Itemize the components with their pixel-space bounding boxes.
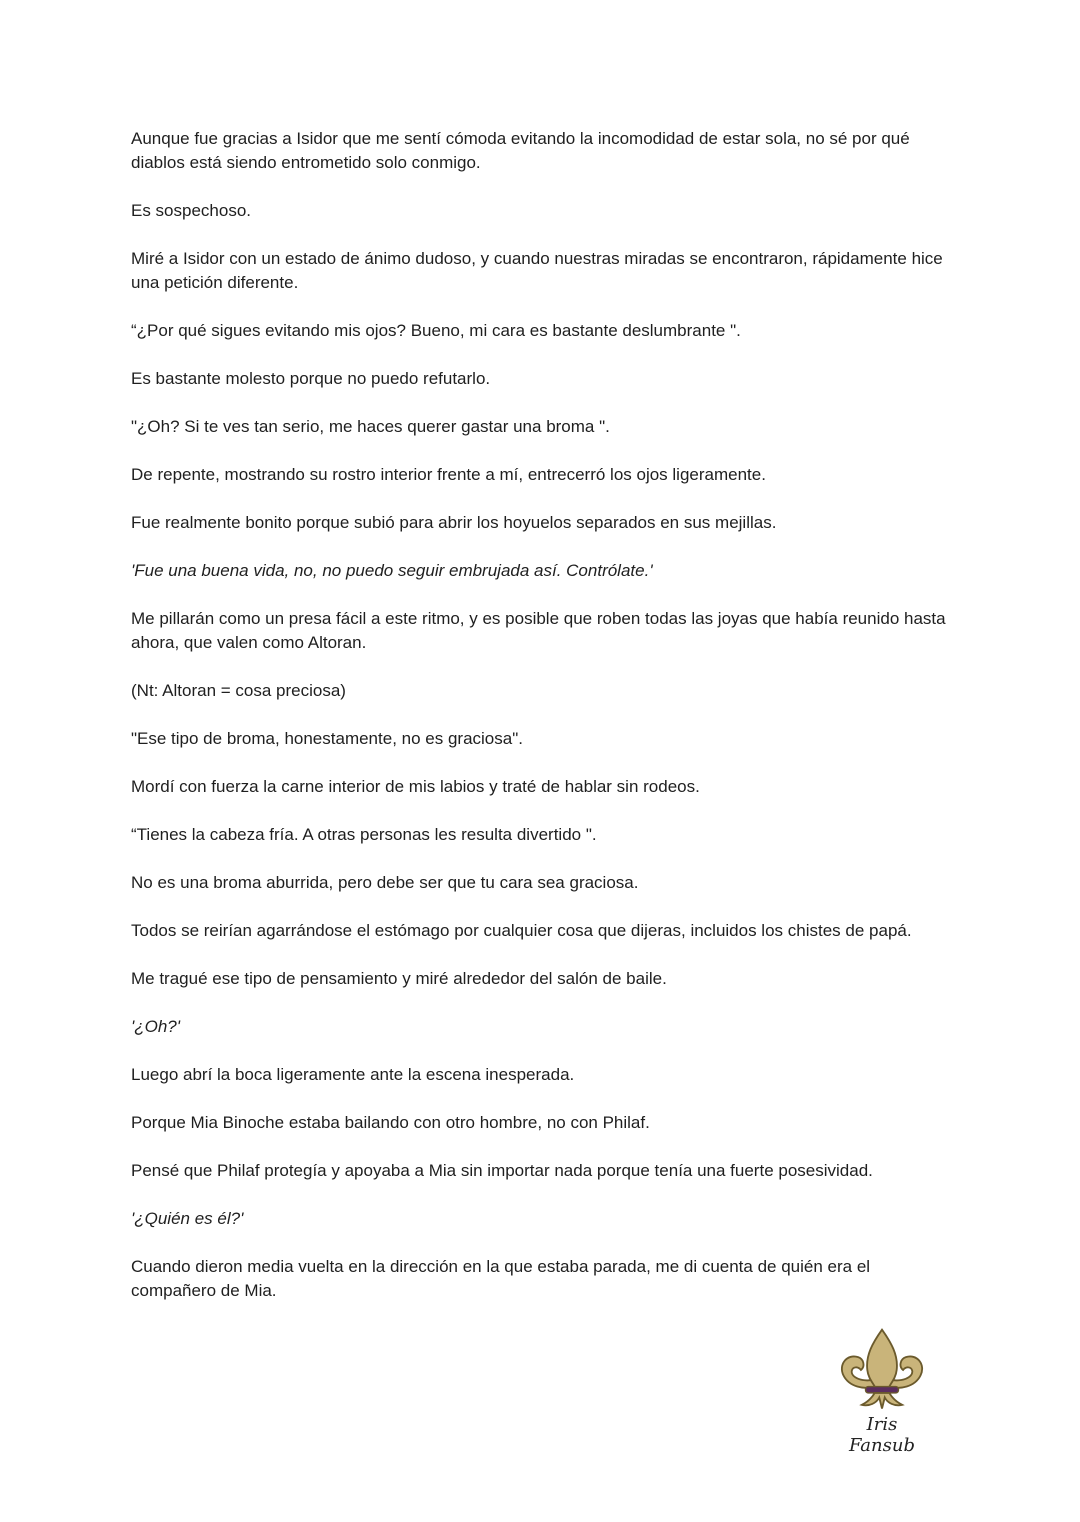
paragraph: "Ese tipo de broma, honestamente, no es graciosa".	[131, 729, 523, 748]
iris-fansub-logo	[832, 1326, 932, 1456]
paragraph: Todos se reirían agarrándose el estómago por cualquier cosa que dijeras, incluidos los chistes de papá.	[131, 921, 912, 940]
paragraph: Cuando dieron media vuelta en la dirección en la que estaba parada, me di cuenta de quién era el compañero de Mia.	[131, 1257, 871, 1300]
paragraph: Fue realmente bonito porque subió para abrir los hoyuelos separados en sus mejillas.	[131, 513, 777, 532]
paragraph: Aunque fue gracias a Isidor que me sentí cómoda evitando la incomodidad de estar sola, no sé por qué diablos está siendo entrometido solo conmigo.	[131, 129, 910, 172]
fleur-base	[862, 1393, 902, 1409]
logo-text: Iris Fansub	[849, 1414, 915, 1456]
fleur-band	[866, 1387, 899, 1393]
paragraph: Mordí con fuerza la carne interior de mis labios y traté de hablar sin rodeos.	[131, 777, 700, 796]
paragraph: Me tragué ese tipo de pensamiento y miré alrededor del salón de baile.	[131, 969, 667, 988]
fleur-de-lis-icon	[836, 1326, 928, 1414]
paragraph: (Nt: Altoran = cosa preciosa)	[131, 681, 346, 700]
paragraph: "¿Oh? Si te ves tan serio, me haces querer gastar una broma ".	[131, 417, 610, 436]
paragraph: Pensé que Philaf protegía y apoyaba a Mia sin importar nada porque tenía una fuerte posesividad.	[131, 1161, 873, 1180]
paragraph: “¿Por qué sigues evitando mis ojos? Bueno, mi cara es bastante deslumbrante ".	[131, 321, 741, 340]
paragraph: “Tienes la cabeza fría. A otras personas les resulta divertido ".	[131, 825, 597, 844]
paragraph: '¿Quién es él?'	[131, 1209, 244, 1228]
paragraph: Porque Mia Binoche estaba bailando con otro hombre, no con Philaf.	[131, 1113, 650, 1132]
paragraph: Es sospechoso.	[131, 201, 252, 220]
paragraph: '¿Oh?'	[131, 1017, 181, 1036]
paragraph: Miré a Isidor con un estado de ánimo dudoso, y cuando nuestras miradas se encontraron, rápidamente hice una petición diferente.	[131, 249, 943, 292]
fleur-center-petal	[867, 1330, 897, 1391]
paragraph: 'Fue una buena vida, no, no puedo seguir embrujada así. Contrólate.'	[131, 561, 653, 580]
paragraph: Es bastante molesto porque no puedo refutarlo.	[131, 369, 491, 388]
paragraph: De repente, mostrando su rostro interior frente a mí, entrecerró los ojos ligeramente.	[131, 465, 766, 484]
paragraph: No es una broma aburrida, pero debe ser que tu cara sea graciosa.	[131, 873, 639, 892]
paragraph: Me pillarán como un presa fácil a este ritmo, y es posible que roben todas las joyas que había reunido hasta ahora, que valen como Altoran.	[131, 609, 946, 652]
document-body	[131, 127, 951, 1327]
paragraph: Luego abrí la boca ligeramente ante la escena inesperada.	[131, 1065, 575, 1084]
